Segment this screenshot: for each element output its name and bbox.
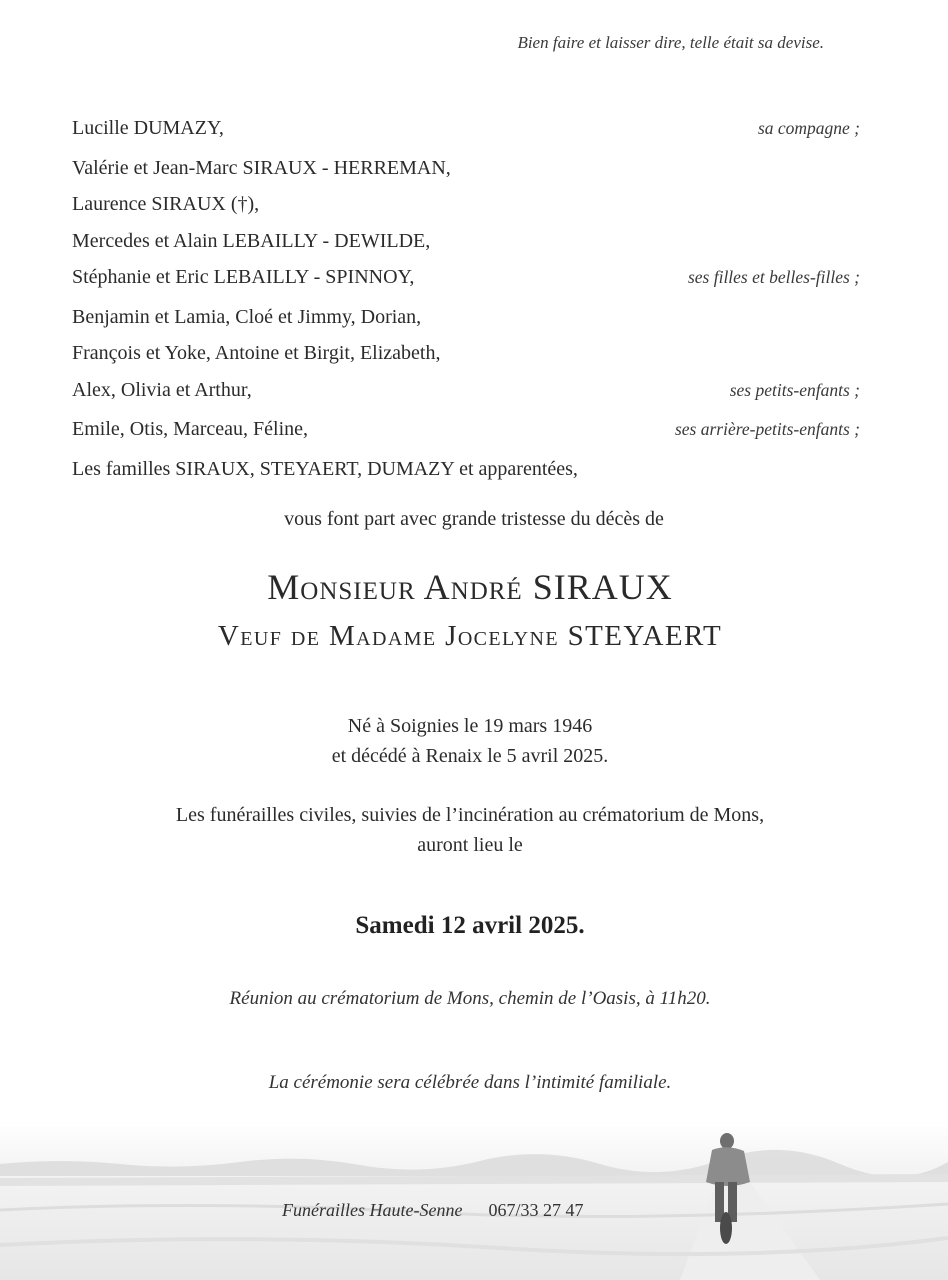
announcement-text: vous font part avec grande tristesse du décès de bbox=[284, 508, 664, 530]
funeral-home-footer bbox=[282, 1200, 583, 1221]
death-line: et décédé à Renaix le 5 avril 2025. bbox=[331, 745, 609, 767]
family-group bbox=[72, 451, 860, 488]
family-member-line: Laurence SIRAUX (†), bbox=[72, 193, 260, 215]
family-motto: Bien faire et laisser dire, telle était sa devise. bbox=[517, 33, 824, 52]
family-member-line: Lucille DUMAZY, bbox=[72, 117, 224, 139]
funeral-date: Samedi 12 avril 2025. bbox=[355, 912, 585, 939]
family-relation: ses arrière-petits-enfants ; bbox=[674, 419, 860, 439]
deceased-title-name: Monsieur André bbox=[267, 567, 523, 607]
funeral-line-1: Les funérailles civiles, suivies de l’incinération au crématorium de Mons, bbox=[175, 804, 765, 826]
widower-line bbox=[0, 620, 940, 653]
family-relation: sa compagne ; bbox=[757, 118, 860, 138]
family-group bbox=[72, 150, 860, 296]
family-relation: ses filles et belles-filles ; bbox=[687, 267, 860, 287]
birth-line: Né à Soignies le 19 mars 1946 bbox=[347, 715, 593, 737]
family-group bbox=[72, 299, 860, 409]
funeral-home-phone: 067/33 27 47 bbox=[488, 1200, 584, 1220]
family-group bbox=[72, 110, 860, 147]
family-member-line: Les familles SIRAUX, STEYAERT, DUMAZY et apparentées, bbox=[72, 457, 578, 480]
family-list bbox=[72, 110, 860, 490]
ceremony-info: La cérémonie sera célébrée dans l’intimité familiale. bbox=[268, 1072, 672, 1093]
family-member-line: Mercedes et Alain LEBAILLY - DEWILDE, bbox=[72, 229, 431, 252]
widower-of: Veuf de Madame Jocelyne bbox=[217, 620, 559, 652]
deceased-surname: SIRAUX bbox=[532, 567, 673, 607]
family-relation: ses petits-enfants ; bbox=[729, 379, 860, 400]
family-member-line: Valérie et Jean-Marc SIRAUX - HERREMAN, bbox=[72, 156, 451, 179]
family-member-line: Alex, Olivia et Arthur, bbox=[72, 378, 252, 401]
family-group bbox=[72, 411, 860, 448]
funeral-line-2: auront lieu le bbox=[417, 834, 523, 856]
spouse-surname: STEYAERT bbox=[567, 620, 723, 652]
deceased-name bbox=[0, 566, 940, 608]
meeting-info: Réunion au crématorium de Mons, chemin de l’Oasis, à 11h20. bbox=[229, 988, 711, 1009]
family-member-line: Stéphanie et Eric LEBAILLY - SPINNOY, bbox=[72, 266, 415, 288]
family-member-line: Emile, Otis, Marceau, Féline, bbox=[72, 418, 309, 440]
family-member-line: François et Yoke, Antoine et Birgit, Elizabeth, bbox=[72, 342, 441, 364]
family-member-line: Benjamin et Lamia, Cloé et Jimmy, Dorian, bbox=[72, 305, 422, 328]
funeral-home-name: Funérailles Haute-Senne bbox=[282, 1200, 463, 1220]
